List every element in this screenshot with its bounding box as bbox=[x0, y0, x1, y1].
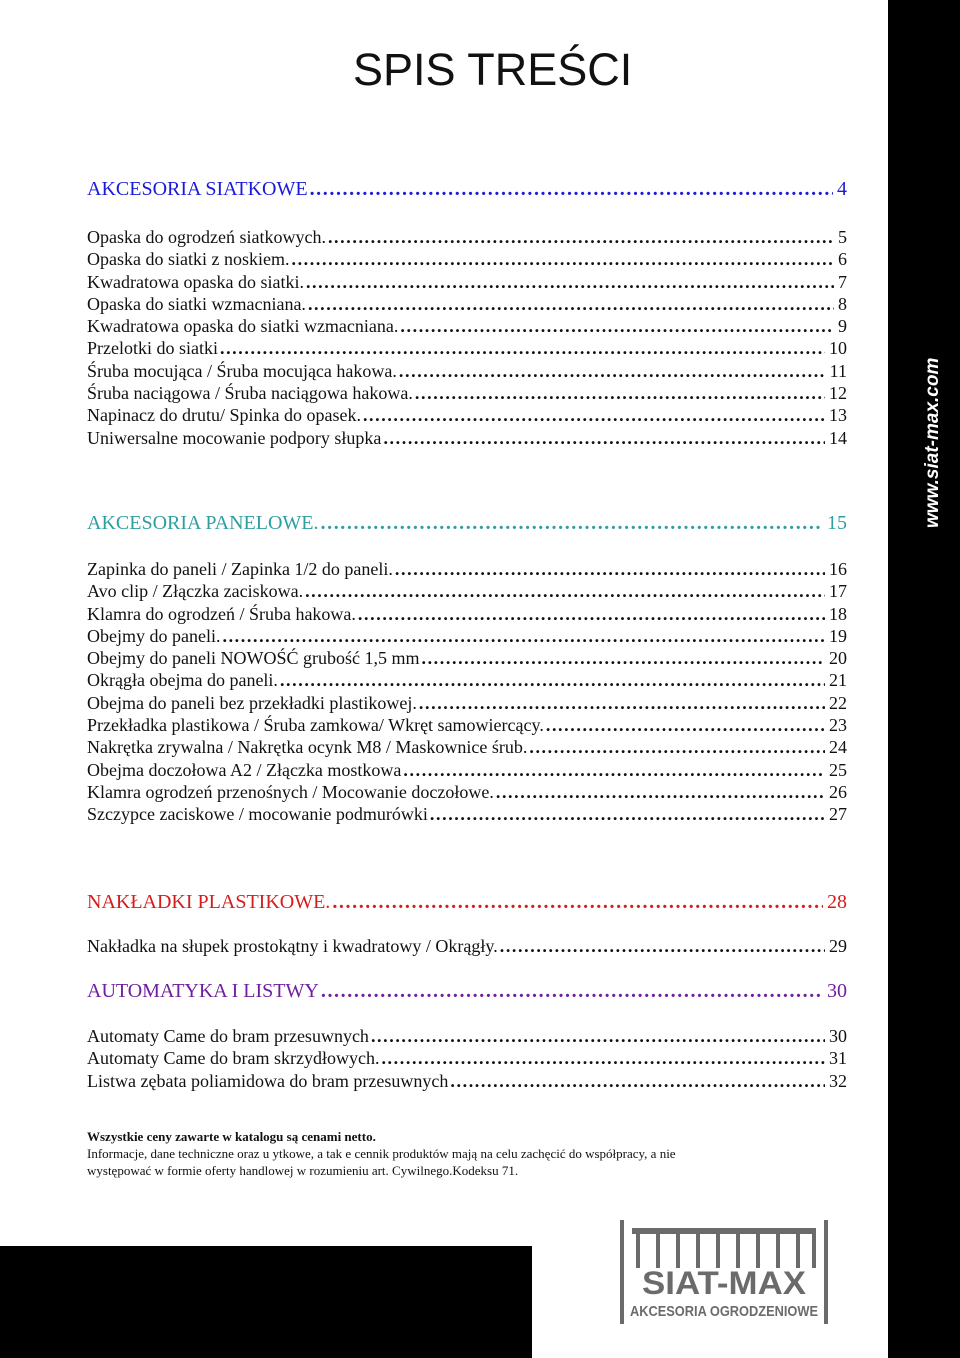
toc-heading[interactable]: NAKŁADKI PLASTIKOWE. ..... 28 bbox=[87, 891, 847, 917]
toc-item[interactable]: Obejma doczołowa A2 / Złączka mostkowa ..... 25 bbox=[87, 759, 847, 781]
toc-item[interactable]: Opaska do ogrodzeń siatkowych. ..... 5 bbox=[87, 226, 847, 248]
toc-item[interactable]: Obejmy do paneli NOWOŚĆ grubość 1,5 mm ..... 20 bbox=[87, 647, 847, 669]
toc-item[interactable]: Śruba mocująca / Śruba mocująca hakowa. ..... 11 bbox=[87, 360, 847, 382]
toc-item[interactable]: Okrągła obejma do paneli. ..... 21 bbox=[87, 669, 847, 691]
toc-item[interactable]: Kwadratowa opaska do siatki. ..... 7 bbox=[87, 271, 847, 293]
toc-item[interactable]: Przelotki do siatki ..... 10 bbox=[87, 337, 847, 359]
website-url[interactable]: www.siat-max.com bbox=[922, 357, 943, 528]
logo-graphic bbox=[616, 1220, 832, 1328]
toc-item[interactable]: Opaska do siatki wzmacniana. ..... 8 bbox=[87, 293, 847, 315]
toc-item[interactable]: Avo clip / Złączka zaciskowa. ..... 17 bbox=[87, 580, 847, 602]
footnote-net-prices: Wszystkie ceny zawarte w katalogu są cenami netto. bbox=[87, 1129, 376, 1144]
toc-item[interactable]: Kwadratowa opaska do siatki wzmacniana. ..... 9 bbox=[87, 315, 847, 337]
toc-list-panelowe bbox=[87, 558, 847, 826]
toc-item[interactable]: Śruba naciągowa / Śruba naciągowa hakowa. ..... 12 bbox=[87, 382, 847, 404]
toc-item[interactable]: Klamra ogrodzeń przenośnych / Mocowanie doczołowe. ..... 26 bbox=[87, 781, 847, 803]
toc-item[interactable]: Obejmy do paneli. ..... 19 bbox=[87, 625, 847, 647]
toc-item[interactable]: Przekładka plastikowa / Śruba zamkowa/ Wkręt samowiercący. ..... 23 bbox=[87, 714, 847, 736]
toc-section-nakladki bbox=[87, 891, 847, 917]
toc-item[interactable]: Klamra do ogrodzeń / Śruba hakowa. ..... 18 bbox=[87, 603, 847, 625]
toc-section-siatkowe bbox=[87, 178, 847, 204]
page-title: SPIS TREŚCI bbox=[353, 44, 633, 95]
toc-list-siatkowe bbox=[87, 226, 847, 449]
toc-heading[interactable]: AKCESORIA PANELOWE. ..... 15 bbox=[87, 512, 847, 538]
logo-tagline: AKCESORIA OGRODZENIOWE bbox=[630, 1303, 818, 1320]
toc-heading[interactable]: AUTOMATYKA I LISTWY ..... 30 bbox=[87, 980, 847, 1006]
toc-item[interactable]: Obejma do paneli bez przekładki plastikowej. ..... 22 bbox=[87, 692, 847, 714]
siat-max-logo bbox=[616, 1220, 832, 1328]
toc-item[interactable]: Napinacz do drutu/ Spinka do opasek. ..... 13 bbox=[87, 404, 847, 426]
footnote-line: Informacje, dane techniczne oraz u ytkowe, a tak e cennik produktów mają na celu zachęcić do współpracy, a nie bbox=[87, 1146, 676, 1161]
toc-item[interactable]: Opaska do siatki z noskiem. ..... 6 bbox=[87, 248, 847, 270]
toc-item[interactable]: Nakrętka zrywalna / Nakrętka ocynk M8 / Maskownice śrub. ..... 24 bbox=[87, 736, 847, 758]
sidebar-band bbox=[888, 0, 960, 1358]
toc-list-nakladki bbox=[87, 935, 847, 957]
footer-black-block bbox=[0, 1246, 532, 1358]
toc-item[interactable]: Nakładka na słupek prostokątny i kwadratowy / Okrągły. ..... 29 bbox=[87, 935, 847, 957]
toc-section-panelowe bbox=[87, 512, 847, 538]
toc-list-automatyka bbox=[87, 1025, 847, 1092]
logo-name: SIAT-MAX bbox=[642, 1265, 807, 1301]
toc-item[interactable]: Uniwersalne mocowanie podpory słupka ..... 14 bbox=[87, 427, 847, 449]
toc-item[interactable]: Szczypce zaciskowe / mocowanie podmurówki ..... 27 bbox=[87, 803, 847, 825]
toc-item[interactable]: Listwa zębata poliamidowa do bram przesuwnych ..... 32 bbox=[87, 1070, 847, 1092]
footnote-line: występować w formie oferty handlowej w rozumieniu art. Cywilnego.Kodeksu 71. bbox=[87, 1163, 519, 1178]
toc-item[interactable]: Automaty Came do bram skrzydłowych. ..... 31 bbox=[87, 1047, 847, 1069]
toc-item[interactable]: Automaty Came do bram przesuwnych ..... 30 bbox=[87, 1025, 847, 1047]
toc-heading[interactable]: AKCESORIA SIATKOWE ..... 4 bbox=[87, 178, 847, 204]
footnote bbox=[87, 1128, 847, 1179]
toc-section-automatyka bbox=[87, 980, 847, 1006]
toc-item[interactable]: Zapinka do paneli / Zapinka 1/2 do paneli. ..... 16 bbox=[87, 558, 847, 580]
